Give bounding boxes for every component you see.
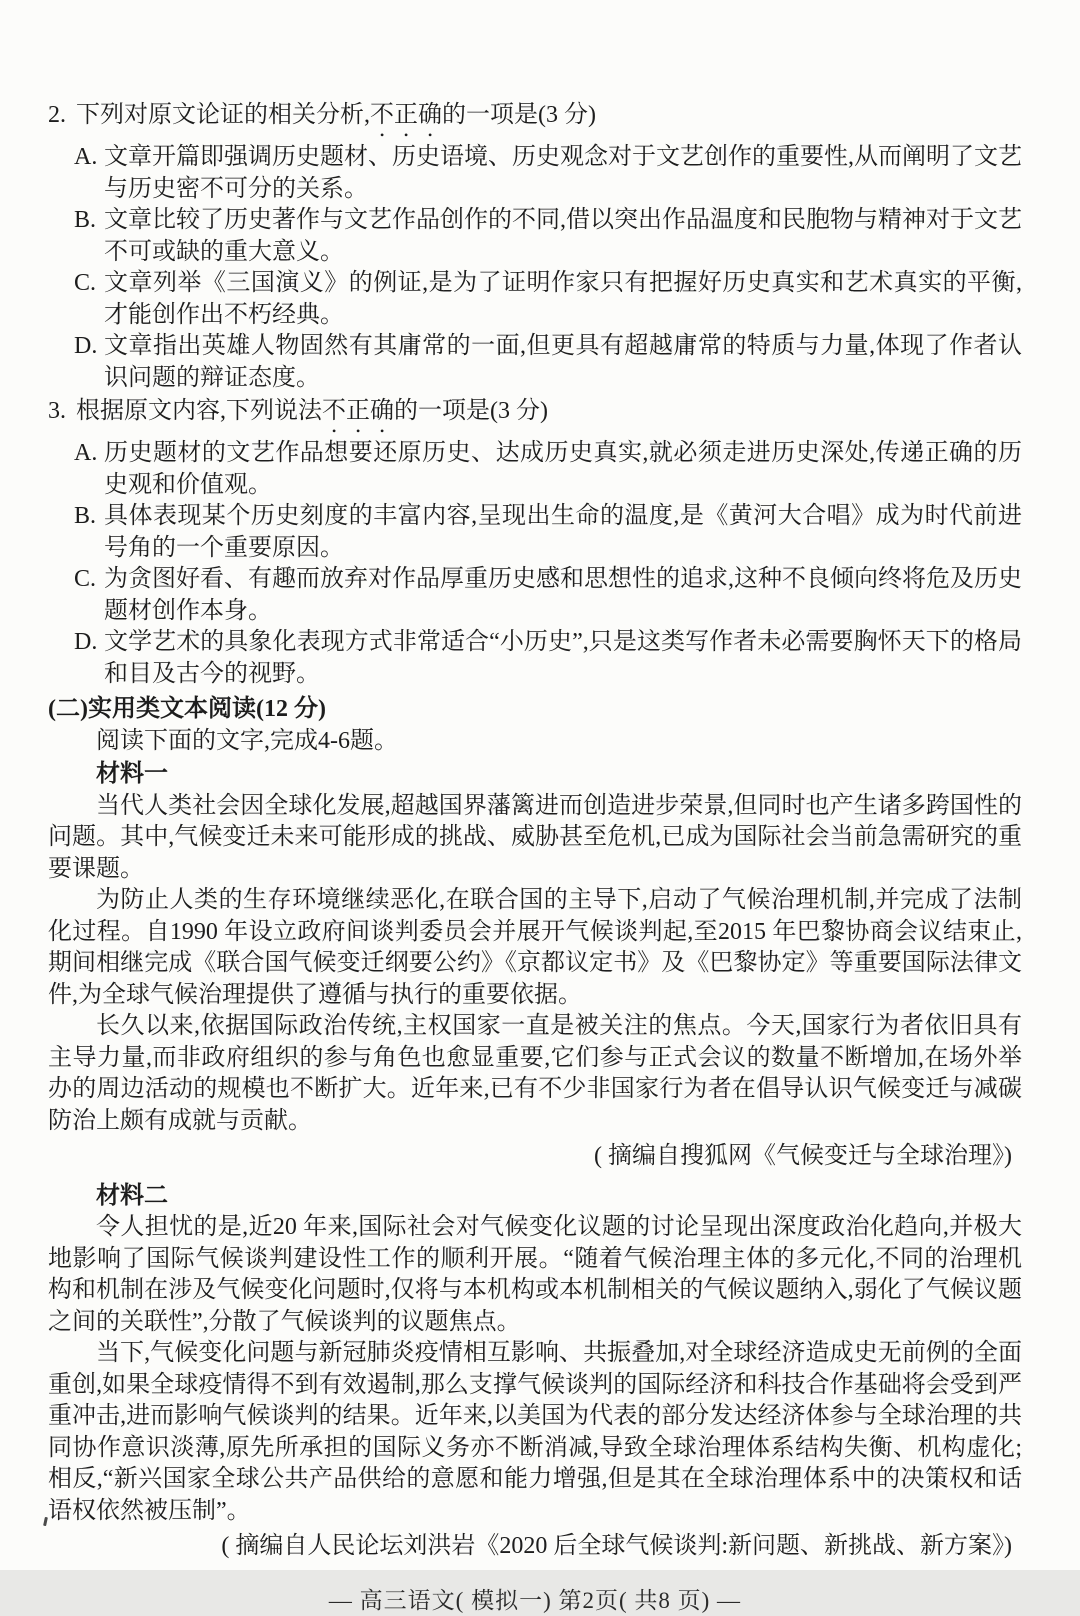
question-3-option-c (48, 564, 1022, 627)
question-3-option-a (48, 438, 1022, 501)
material-2-paragraph: 当下,气候变化问题与新冠肺炎疫情相互影响、共振叠加,对全球经济造成史无前例的全面重创,如果全球疫情得不到有效遏制,那么支撑气候谈判的国际经济和科技合作基础将会受到严重冲击,进而影响气候谈判的结果。近年来,以美国为代表的部分发达经济体参与全球治理的共同协作意识淡薄,原先所承担的国际义务亦不断消减,导致全球治理体系结构失衡、机构虚化;相反,“新兴国家全球公共产品供给的意愿和能力增强,但是其在全球治理体系中的决策权和话语权依然被压制”。 (48, 1338, 1022, 1527)
question-3-option-d (48, 627, 1022, 690)
option-label: C. (74, 268, 96, 300)
option-text: 文章比较了历史著作与文艺作品创作的不同,借以突出作品温度和民胞物与精神对于文艺不可或缺的重大意义。 (104, 207, 1022, 265)
stem-emphasized-text: 不正确 (370, 102, 442, 128)
section-2-practical-reading (48, 694, 1022, 1563)
option-label: D. (74, 331, 97, 363)
option-label: A. (74, 142, 97, 174)
option-label: B. (74, 501, 96, 533)
option-label: B. (74, 205, 96, 237)
question-3 (48, 396, 1022, 690)
section-heading: (二)实用类文本阅读(12 分) (48, 694, 1022, 726)
stem-text: 的一项是(3 分) (442, 102, 596, 128)
material-1-title: 材料一 (48, 759, 1022, 791)
stem-text: 根据原文内容,下列说法 (76, 398, 322, 424)
option-label: D. (74, 627, 97, 659)
stem-emphasized-text: 不正确 (322, 398, 394, 424)
question-2-option-c (48, 268, 1022, 331)
material-1-paragraph: 长久以来,依据国际政治传统,主权国家一直是被关注的焦点。今天,国家行为者依旧具有主导力量,而非政府组织的参与角色也愈显重要,它们参与正式会议的数量不断增加,在场外举办的周边活动的规模也不断扩大。近年来,已有不少非国家行为者在倡导认识气候变迁与减碳防治上颇有成就与贡献。 (48, 1011, 1022, 1137)
option-text: 文学艺术的具象化表现方式非常适合“小历史”,只是这类写作者未必需要胸怀天下的格局和目及古今的视野。 (104, 629, 1022, 687)
material-2-paragraph: 令人担忧的是,近20 年来,国际社会对气候变化议题的讨论呈现出深度政治化趋向,并极大地影响了国际气候谈判建设性工作的顺利开展。“随着气候治理主体的多元化,不同的治理机构和机制在涉及气候变化问题时,仅将与本机构或本机制相关的气候议题纳入,弱化了气候议题之间的关联性”,分散了气候谈判的议题焦点。 (48, 1212, 1022, 1338)
question-2-option-d (48, 331, 1022, 394)
option-text: 具体表现某个历史刻度的丰富内容,呈现出生命的温度,是《黄河大合唱》成为时代前进号角的一个重要原因。 (104, 503, 1022, 561)
question-3-stem (48, 396, 1022, 438)
option-text: 为贪图好看、有趣而放弃对作品厚重历史感和思想性的追求,这种不良倾向终将危及历史题材创作本身。 (104, 566, 1022, 624)
material-1 (48, 759, 1022, 1173)
question-number: 2. (48, 102, 66, 128)
option-label: C. (74, 564, 96, 596)
material-1-paragraph: 当代人类社会因全球化发展,超越国界藩篱进而创造进步荣景,但同时也产生诸多跨国性的问题。其中,气候变迁未来可能形成的挑战、威胁甚至危机,已成为国际社会当前急需研究的重要课题。 (48, 791, 1022, 886)
question-2-option-a (48, 142, 1022, 205)
option-text: 文章指出英雄人物固然有其庸常的一面,但更具有超越庸常的特质与力量,体现了作者认识问题的辩证态度。 (104, 333, 1022, 391)
question-3-option-b (48, 501, 1022, 564)
material-2-title: 材料二 (48, 1181, 1022, 1213)
material-2 (48, 1181, 1022, 1563)
material-2-source: ( 摘编自人民论坛刘洪岩《2020 后全球气候谈判:新问题、新挑战、新方案》) (48, 1531, 1022, 1563)
option-text: 历史题材的文艺作品想要还原历史、达成历史真实,就必须走进历史深处,传递正确的历史观和价值观。 (104, 440, 1022, 498)
page-footer: — 高三语文( 模拟一) 第2页( 共8 页) — (48, 1585, 1022, 1616)
option-text: 文章列举《三国演义》的例证,是为了证明作家只有把握好历史真实和艺术真实的平衡,才能创作出不朽经典。 (104, 270, 1022, 328)
material-1-source: ( 摘编自搜狐网《气候变迁与全球治理》) (48, 1141, 1022, 1173)
question-number: 3. (48, 398, 66, 424)
option-label: A. (74, 438, 97, 470)
question-2 (48, 100, 1022, 394)
option-text: 文章开篇即强调历史题材、历史语境、历史观念对于文艺创作的重要性,从而阐明了文艺与历史密不可分的关系。 (104, 144, 1022, 202)
question-2-option-b (48, 205, 1022, 268)
material-1-paragraph: 为防止人类的生存环境继续恶化,在联合国的主导下,启动了气候治理机制,并完成了法制化过程。自1990 年设立政府间谈判委员会并展开气候谈判起,至2015 年巴黎协商会议结束止,期间相继完成《联合国气候变迁纲要公约》《京都议定书》及《巴黎协定》等重要国际法律文件,为全球气候治理提供了遵循与执行的重要依据。 (48, 885, 1022, 1011)
stem-text: 的一项是(3 分) (394, 398, 548, 424)
reading-instruction: 阅读下面的文字,完成4-6题。 (48, 726, 1022, 758)
question-2-stem (48, 100, 1022, 142)
stem-text: 下列对原文论证的相关分析, (76, 102, 370, 128)
